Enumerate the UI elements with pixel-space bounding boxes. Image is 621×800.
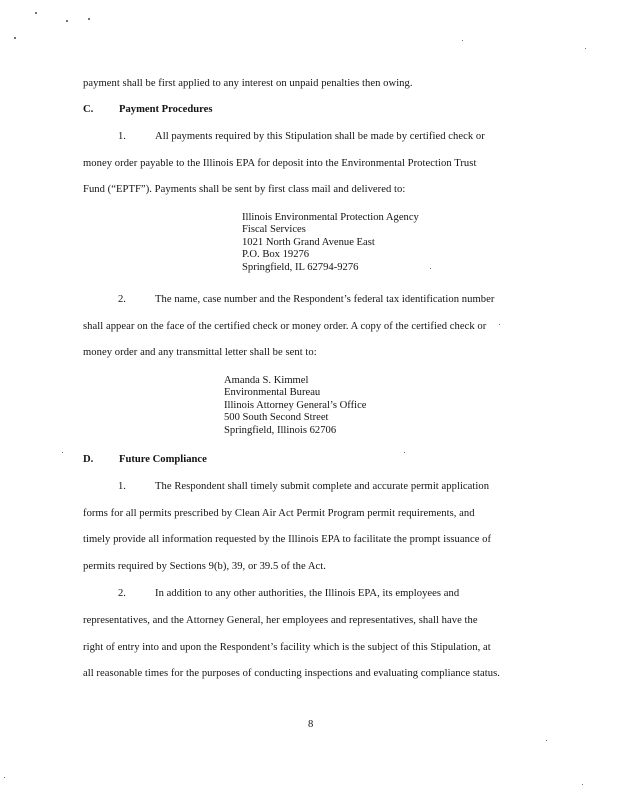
- paragraph-text: money order payable to the Illinois EPA for deposit into the Environmental Protection Trust: [83, 158, 477, 169]
- section-c-letter: C.: [83, 104, 94, 115]
- paragraph-text: timely provide all information requested by the Illinois EPA to facilitate the prompt issuance of: [83, 534, 492, 545]
- paragraph-text: right of entry into and upon the Respondent’s facility which is the subject of this Stipulation, at: [83, 642, 491, 653]
- scan-speck: [4, 777, 5, 778]
- scan-speck: [35, 12, 37, 14]
- scan-speck: [430, 268, 431, 269]
- paragraph-text: All payments required by this Stipulation shall be made by certified check or: [155, 131, 485, 142]
- paragraph-number: 1.: [118, 481, 126, 492]
- paragraph-text: all reasonable times for the purposes of conducting inspections and evaluating compliance status.: [83, 668, 501, 679]
- section-d-title: Future Compliance: [119, 454, 207, 465]
- paragraph-text: money order and any transmittal letter shall be sent to:: [83, 347, 317, 358]
- address-line: Illinois Environmental Protection Agency: [242, 212, 419, 223]
- paragraph-text: forms for all permits prescribed by Clean Air Act Permit Program permit requirements, and: [83, 508, 475, 519]
- address-line: Amanda S. Kimmel: [224, 375, 309, 386]
- scan-speck: [462, 40, 463, 41]
- address-line: P.O. Box 19276: [242, 249, 310, 261]
- paragraph-text: permits required by Sections 9(b), 39, or 39.5 of the Act.: [83, 561, 326, 572]
- continuation-text: payment shall be first applied to any interest on unpaid penalties then owing.: [83, 78, 413, 89]
- address-line: Fiscal Services: [242, 224, 306, 236]
- address-line: Illinois Attorney General’s Office: [224, 399, 367, 411]
- scan-speck: [404, 452, 405, 453]
- scan-speck: [499, 324, 500, 325]
- scan-speck: [546, 740, 547, 741]
- scan-speck: [88, 18, 90, 20]
- section-d-letter: D.: [83, 454, 94, 465]
- paragraph-number: 1.: [118, 131, 126, 142]
- paragraph-text: The Respondent shall timely submit complete and accurate permit application: [155, 481, 490, 492]
- scan-speck: [582, 784, 583, 785]
- address-line: Springfield, IL 62794-9276: [242, 261, 359, 273]
- paragraph-number: 2.: [118, 294, 126, 305]
- address-line: 1021 North Grand Avenue East: [242, 236, 375, 248]
- address-line: Springfield, Illinois 62706: [224, 424, 337, 436]
- paragraph-number: 2.: [118, 588, 126, 599]
- paragraph-text: representatives, and the Attorney General, her employees and representatives, shall have the: [83, 615, 478, 626]
- paragraph-text: In addition to any other authorities, the Illinois EPA, its employees and: [155, 588, 460, 599]
- scan-speck: [62, 452, 63, 453]
- paragraph-text: shall appear on the face of the certified check or money order. A copy of the certified check or: [83, 321, 487, 332]
- paragraph-text: The name, case number and the Respondent’s federal tax identification number: [155, 294, 495, 305]
- page-number: 8: [308, 719, 314, 730]
- scan-speck: [66, 20, 68, 22]
- address-line: 500 South Second Street: [224, 412, 329, 424]
- address-block-attorney: [224, 375, 367, 437]
- address-block-epa: [242, 212, 419, 274]
- section-c-title: Payment Procedures: [119, 104, 213, 115]
- scan-speck: [585, 48, 586, 49]
- scan-speck: [14, 37, 16, 39]
- address-line: Environmental Bureau: [224, 387, 321, 399]
- paragraph-text: Fund (“EPTF”). Payments shall be sent by first class mail and delivered to:: [83, 184, 406, 195]
